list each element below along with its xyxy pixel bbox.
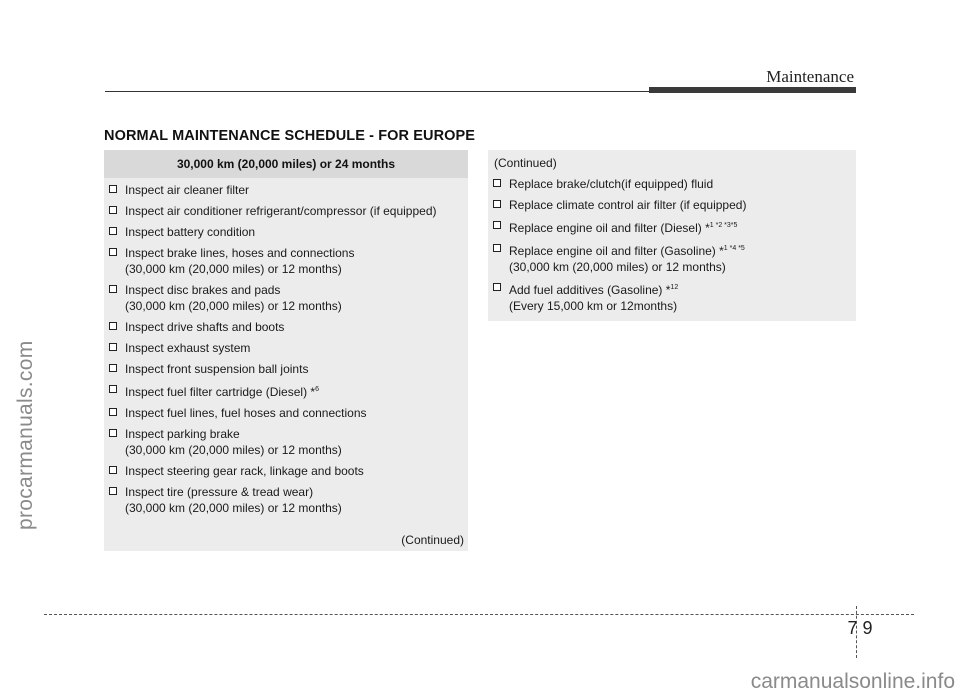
item-interval: (30,000 km (20,000 miles) or 12 months): [125, 299, 342, 313]
checkbox-icon: [109, 206, 117, 214]
side-watermark: procarmanuals.com: [14, 340, 37, 530]
right-checklist: [488, 176, 856, 314]
schedule-box-right: [488, 150, 856, 321]
checklist-item: [109, 245, 468, 277]
schedule-box-left: [104, 150, 468, 551]
footnote-marker: 6: [315, 386, 319, 393]
item-interval: (30,000 km (20,000 miles) or 12 months): [125, 501, 342, 515]
left-checklist: [104, 178, 468, 516]
item-text: Inspect disc brakes and pads: [125, 283, 281, 297]
item-text: Inspect air cleaner filter: [125, 183, 250, 197]
item-text: Replace engine oil and filter (Diesel) *: [509, 221, 710, 235]
checklist-item: [109, 382, 468, 400]
checkbox-icon: [109, 248, 117, 256]
page-heading: NORMAL MAINTENANCE SCHEDULE - FOR EUROPE: [104, 128, 476, 144]
item-text: Replace engine oil and filter (Gasoline) *: [509, 244, 724, 258]
item-interval: (Every 15,000 km or 12months): [509, 299, 678, 313]
item-interval: (30,000 km (20,000 miles) or 12 months): [509, 260, 726, 274]
item-text: Inspect fuel filter cartridge (Diesel) *: [125, 385, 316, 399]
checkbox-icon: [109, 364, 117, 372]
page-number: 7 9: [847, 618, 873, 638]
checklist-item: [109, 224, 468, 240]
item-interval: (30,000 km (20,000 miles) or 12 months): [125, 443, 342, 457]
checkbox-icon: [493, 283, 501, 291]
checklist-item: [493, 197, 856, 213]
item-text: Inspect steering gear rack, linkage and boots: [125, 464, 364, 478]
item-text: Replace brake/clutch(if equipped) fluid: [509, 177, 714, 191]
interval-header: 30,000 km (20,000 miles) or 24 months: [104, 150, 468, 178]
checklist-item: [109, 340, 468, 356]
checkbox-icon: [493, 221, 501, 229]
checkbox-icon: [493, 200, 501, 208]
checkbox-icon: [109, 322, 117, 330]
checkbox-icon: [109, 487, 117, 495]
checklist-item: [109, 405, 468, 421]
checklist-item: [109, 426, 468, 458]
checkbox-icon: [109, 185, 117, 193]
checkbox-icon: [109, 285, 117, 293]
checkbox-icon: [493, 179, 501, 187]
checklist-item: [109, 282, 468, 314]
item-text: Inspect brake lines, hoses and connections: [125, 246, 355, 260]
checkbox-icon: [109, 466, 117, 474]
item-text: Add fuel additives (Gasoline) *: [509, 283, 671, 297]
item-text: Inspect battery condition: [125, 225, 256, 239]
checklist-item: [109, 463, 468, 479]
page-number-divider: [856, 606, 857, 658]
checkbox-icon: [109, 408, 117, 416]
item-text: Replace climate control air filter (if equipped): [509, 198, 747, 212]
checklist-item: [109, 484, 468, 516]
checkbox-icon: [109, 385, 117, 393]
checklist-item: [493, 280, 856, 314]
item-text: Inspect drive shafts and boots: [125, 320, 285, 334]
item-interval: (30,000 km (20,000 miles) or 12 months): [125, 262, 342, 276]
checklist-item: [109, 319, 468, 335]
item-text: Inspect fuel lines, fuel hoses and connections: [125, 406, 367, 420]
footnote-marker: 12: [670, 284, 679, 291]
checkbox-icon: [493, 244, 501, 252]
footer-rule: [44, 614, 914, 615]
checklist-item: [109, 361, 468, 377]
checklist-item: [109, 203, 468, 219]
checkbox-icon: [109, 227, 117, 235]
item-text: Inspect air conditioner refrigerant/compressor (if equipped): [125, 204, 437, 218]
footnote-marker: 1 *2 *3*5: [709, 222, 738, 229]
bottom-watermark: carmanualsonline.info: [750, 670, 955, 693]
continued-label-top: (Continued): [494, 156, 557, 170]
checkbox-icon: [109, 343, 117, 351]
checklist-item: [493, 176, 856, 192]
section-title: Maintenance: [766, 67, 854, 86]
header-rule: [105, 91, 650, 92]
checkbox-icon: [109, 429, 117, 437]
checklist-item: [493, 241, 856, 275]
item-text: Inspect exhaust system: [125, 341, 251, 355]
footnote-marker: 1 *4 *5: [723, 245, 745, 252]
item-text: Inspect front suspension ball joints: [125, 362, 309, 376]
continued-label-bottom: (Continued): [401, 533, 464, 547]
item-text: Inspect tire (pressure & tread wear): [125, 485, 314, 499]
item-text: Inspect parking brake: [125, 427, 240, 441]
checklist-item: [493, 218, 856, 236]
header-bar: [649, 87, 856, 93]
checklist-item: [109, 182, 468, 198]
